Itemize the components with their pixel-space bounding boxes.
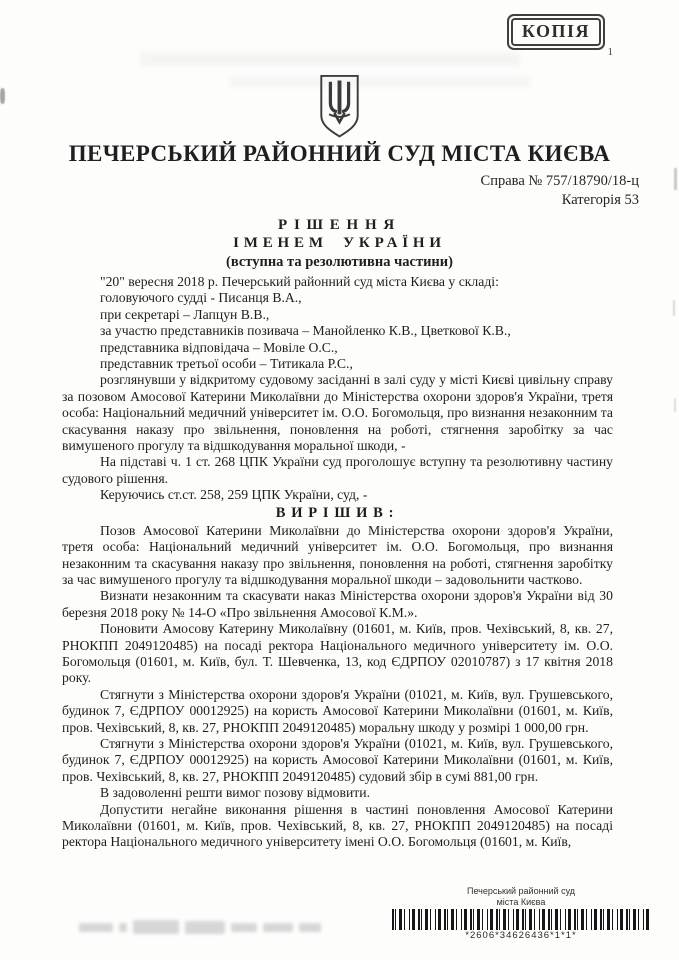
resolution-section (62, 523, 613, 851)
court-barcode-block (388, 886, 654, 941)
bleed-through-ghost (140, 52, 520, 66)
document-paragraph: Допустити негайне виконання рішення в частині поновлення Амосової Катерини Миколаївни (01601, м. Київ, пров. Чехівський, 8, кв. 27, РНОКПП 2049120485) на посаді ректора Національного медичного університету імені О.О. Богомольця (01601, м. Київ, (62, 801, 613, 850)
case-number: Справа № 757/18790/18-ц (480, 173, 639, 189)
court-name-heading: ПЕЧЕРСЬКИЙ РАЙОННИЙ СУД МІСТА КИЄВА (68, 141, 611, 166)
barcode-court-name-line2: міста Києва (496, 896, 546, 907)
case-category: Категорія 53 (561, 192, 639, 208)
scan-edge-mark (674, 168, 677, 190)
barcode-value-text: *2606*34626436*1*1* (465, 930, 577, 941)
document-paragraph: при секретарі – Лапцун В.В., (100, 306, 270, 322)
bleed-through-ghost (230, 76, 530, 87)
scan-edge-mark (674, 398, 676, 412)
document-paragraph: Поновити Амосову Катерину Миколаївну (01601, м. Київ, пров. Чехівський, 8, кв. 27, РНОКПП 2049120485) на посаді ректора Національного медичного університету ім. О.О. Богомольця (01601, м. Київ, бул. Т. Шевченка, 13, код ЄДРПОУ 02010787) з 17 квітня 2018 року. (62, 621, 613, 686)
barcode-court-name-line1: Печерський районний суд (466, 886, 576, 896)
document-paragraph: Стягнути з Міністерства охорони здоров'я України (01021, м. Київ, вул. Грушевського, будинок 7, ЄДРПОУ 00012925) на користь Амосової Катерини Миколаївни (01601, м. Київ, пров. Чехівський, 8, кв. 27, РНОКПП 2049120485) судовий збір в сумі 881,00 грн. (62, 735, 613, 784)
document-paragraph: Позов Амосової Катерини Миколаївни до Міністерства охорони здоров'я України, третя особа: Національний медичний університет ім. О.О. Богомольця, про визнання незаконним та скасування наказу про звільнення, поновлення на роботі, стягнення заробітку за час вимушеного прогулу та відшкодування моральної шкоди – задовольнити частково. (62, 522, 613, 587)
document-paragraph: На підставі ч. 1 ст. 268 ЦПК України суд проголошує вступну та резолютивну частину судового рішення. (62, 454, 613, 486)
document-paragraph: "20" вересня 2018 р. Печерський районний суд міста Києва у складі: (100, 274, 499, 289)
document-paragraph: В задоволенні решти вимог позову відмовити. (100, 785, 371, 801)
document-paragraph: головуючого судді - Писанця В.А., (100, 290, 302, 306)
document-paragraph: представник третьої особи – Титикала Р.С., (100, 356, 353, 372)
document-paragraph: Керуючись ст.ст. 258, 259 ЦПК України, суд, - (100, 487, 368, 503)
document-paragraph: представника відповідача – Мовіле О.С., (100, 339, 338, 355)
document-title-note: (вступна та резолютивна частини) (226, 254, 453, 270)
resolution-heading: ВИРІШИВ: (275, 504, 400, 521)
document-paragraph: за участю представників позивача – Манойленко К.В., Цветкової К.В., (100, 323, 511, 339)
intro-section (62, 274, 613, 504)
scan-edge-mark (673, 300, 675, 316)
document-subtitle: ІМЕНЕМ УКРАЇНИ (233, 235, 446, 251)
document-title: РІШЕННЯ (278, 217, 401, 233)
document-body (62, 274, 613, 851)
document-paragraph: Стягнути з Міністерства охорони здоров'я України (01021, м. Київ, вул. Грушевського, будинок 7, ЄДРПОУ 00012925) на користь Амосової Катерини Миколаївни (01601, м. Київ, пров. Чехівський, 8, кв. 27, РНОКПП 2049120485) моральну шкоду у розмірі 1 000,00 грн. (62, 686, 613, 735)
copy-stamp (507, 14, 605, 50)
faint-illegible-stamp (76, 916, 326, 940)
document-paragraph: розглянувши у відкритому судовому засіданні в залі суду у місті Києві цивільну справу за позовом Амосової Катерини Миколаївни до Міністерства охорони здоров'я України, третя особа: Національний медичний університет ім. О.О. Богомольця, про визнання незаконним та скасування наказу про звільнення, поновлення на роботі, стягнення заробітку за час вимушеного прогулу та відшкодування моральної шкоди, - (62, 372, 613, 454)
document-paragraph: Визнати незаконним та скасувати наказ Міністерства охорони здоров'я України від 30 березня 2018 року № 14-О «Про звільнення Амосової К.М.». (62, 588, 613, 620)
copy-stamp-label: КОПІЯ (511, 18, 601, 46)
scan-speck (0, 88, 5, 104)
page-number: 1 (607, 46, 613, 58)
barcode-image (392, 909, 650, 930)
